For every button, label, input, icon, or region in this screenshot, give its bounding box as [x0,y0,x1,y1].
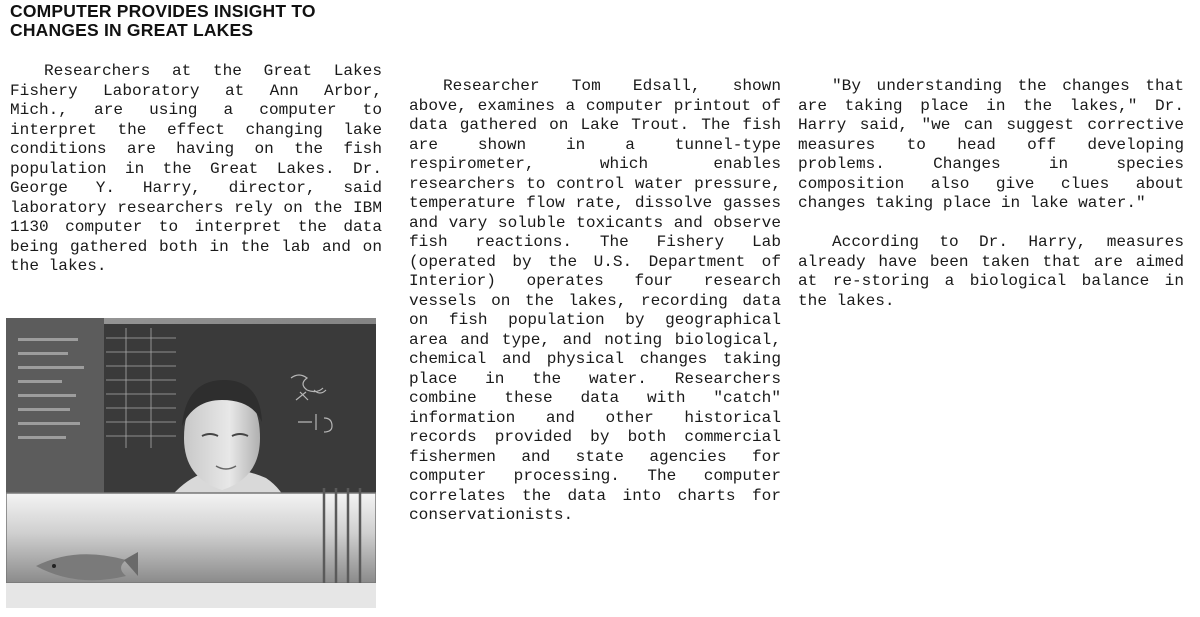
column-3-paragraph-1: "By understanding the changes that are taking place in the lakes," Dr. Harry said, "we can suggest corrective measures to head off developing problems. Changes in species composition also give clues about changes taking place in lake water." [798,77,1184,212]
headline-line-1: COMPUTER PROVIDES INSIGHT TO [10,1,316,21]
headline [10,2,316,40]
column-1-paragraph: Researchers at the Great Lakes Fishery Laboratory at Ann Arbor, Mich., are using a computer to interpret the effect changing lake conditions are having on the fish population in the Great Lakes. Dr. George Y. Harry, director, said laboratory researchers rely on the IBM 1130 computer to interpret the data being gathered both in the lab and on the lakes. [10,62,382,275]
column-1 [10,62,382,277]
column-2 [409,77,781,526]
column-3-paragraph-2: According to Dr. Harry, measures already have been taken that are aimed at re-storing a biological balance in the lakes. [798,233,1184,310]
photo-researcher-with-printout [6,318,376,608]
column-2-paragraph: Researcher Tom Edsall, shown above, examines a computer printout of data gathered on Lake Trout. The fish are shown in a tunnel-type respirometer, which enables researchers to control water pressure, temperature flow rate, dissolve gasses and vary soluble toxicants and observe fish reactions. The Fishery Lab (operated by the U.S. Department of Interior) operates four research vessels on the lakes, recording data on fish population by geographical area and type, and noting biological, chemical and physical changes taking place in the water. Researchers combine these data with "catch" information and other historical records provided by both commercial fishermen and state agencies for computer processing. The computer correlates the data into charts for conservationists. [409,77,781,524]
column-3 [798,77,1184,311]
headline-line-2: CHANGES IN GREAT LAKES [10,20,254,40]
